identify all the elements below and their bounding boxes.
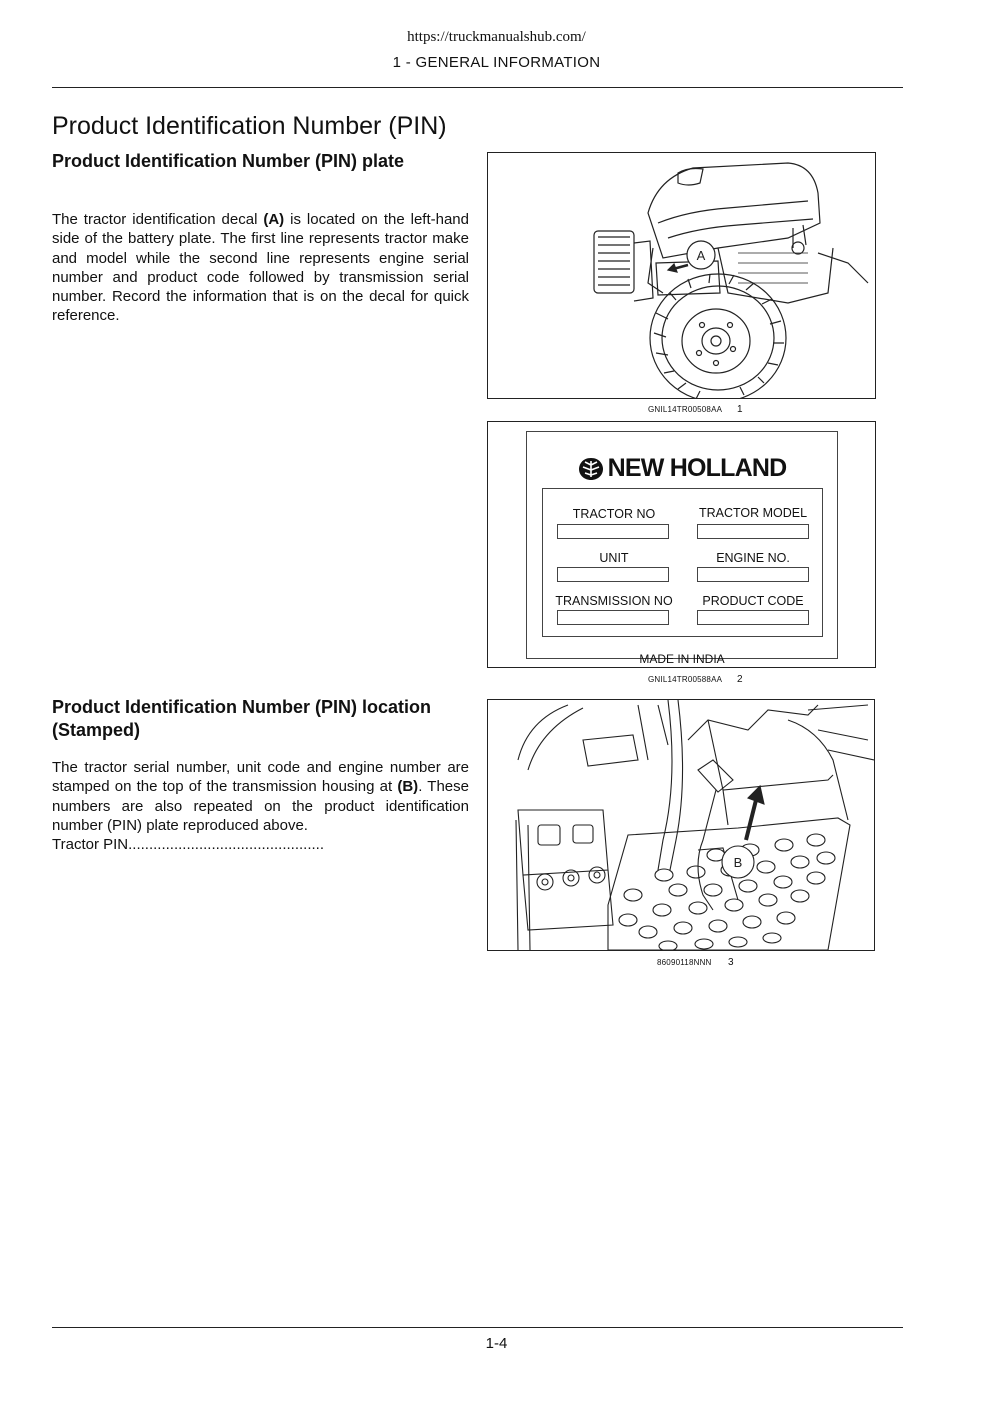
tractor-pin-line: Tractor PIN............................................... [52, 836, 324, 854]
decal-field-panel [542, 488, 823, 637]
decal-field-label: TRACTOR NO [572, 507, 656, 521]
location-heading: Product Identification Number (PIN) location (Stamped) [52, 697, 432, 740]
leaf-logo-icon [578, 457, 604, 481]
pin-decal [526, 431, 838, 666]
footer-rule [52, 1327, 903, 1328]
decal-brand-text: NEW HOLLAND [607, 454, 787, 482]
decal-field-box [697, 610, 809, 625]
figure-pin-decal [487, 421, 876, 668]
source-url: https://truckmanualshub.com/ [407, 29, 586, 45]
decal-field-box [557, 567, 669, 582]
figure-3-code: 86090118NNN [657, 958, 712, 967]
figure-1-number: 1 [737, 404, 743, 415]
figure-3-number: 3 [728, 957, 734, 968]
plate-paragraph [52, 210, 469, 326]
decal-field-label: TRANSMISSION NO [555, 594, 673, 608]
figure-2-number: 2 [737, 674, 743, 685]
figure-stamped-pin-location [487, 699, 875, 951]
section-header: 1 - GENERAL INFORMATION [392, 54, 601, 71]
decal-field-box [557, 610, 669, 625]
decal-field-box [697, 524, 809, 539]
header-rule [52, 87, 903, 88]
decal-field-box [557, 524, 669, 539]
location-text-part: The tractor serial number, unit code and engine number are stamped on the top of the transmission housing at [52, 759, 469, 796]
callout-a-label: A [696, 248, 706, 263]
decal-field-label: TRACTOR MODEL [698, 506, 808, 520]
page-number: 1-4 [485, 1335, 508, 1352]
figure-2-code: GNIL14TR00588AA [648, 675, 723, 684]
plate-text-part: The tractor identification decal [52, 211, 264, 228]
callout-reference-b: (B) [397, 778, 419, 796]
figure-tractor-decal-location [487, 152, 876, 399]
decal-footer: MADE IN INDIA [639, 652, 725, 666]
location-text-part: . These numbers are also repeated on the product identification number (PIN) plate reproduced above. [52, 778, 469, 834]
callout-reference-a: (A) [263, 211, 285, 228]
figure-1-code: GNIL14TR00508AA [648, 405, 723, 414]
transmission-housing-illustration [488, 700, 874, 950]
callout-b-label: B [733, 855, 743, 870]
location-paragraph [52, 758, 469, 854]
decal-field-label: ENGINE NO. [716, 551, 790, 565]
plate-text-part: is located on the left-hand side of the battery plate. The first line represents tractor make and model while the second line represents engine serial number and product code followed by transmission serial number. Record the information that is on the decal for quick reference. [52, 211, 469, 325]
plate-heading: Product Identification Number (PIN) plate [52, 151, 405, 171]
decal-brand [527, 454, 837, 483]
decal-field-label: UNIT [599, 551, 629, 565]
decal-field-label: PRODUCT CODE [702, 594, 804, 608]
page-title: Product Identification Number (PIN) [52, 112, 447, 140]
decal-field-box [697, 567, 809, 582]
tractor-side-illustration [488, 153, 875, 398]
